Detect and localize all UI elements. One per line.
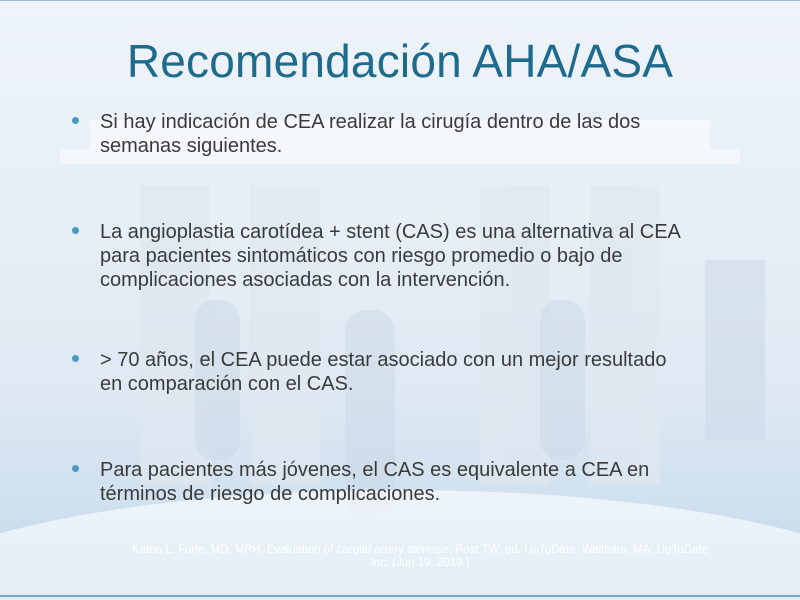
bullet-line: Para pacientes más jóvenes, el CAS es equivalente a CEA en [100,459,650,481]
bullet-line: para pacientes sintomáticos con riesgo promedio o bajo de [100,245,623,267]
bottom-border [0,595,800,597]
bullet-line: > 70 años, el CEA puede estar asociado con un mejor resultado [100,349,667,371]
bullet-dot-icon [72,465,79,472]
bullet-line: La angioplastia carotídea + stent (CAS) es una alternativa al CEA [100,221,681,243]
citation [80,544,760,570]
bullet-line: semanas siguientes. [100,135,283,157]
bullet-dot-icon [72,227,79,234]
bullet-item [100,220,770,292]
bullet-item [100,110,770,158]
citation-line: Katen L. Furie, MD, MPH. Evaluation of carotid artery stenosis. Post TW, ed. UpToDate. Waltham, MA: UpToDate [132,544,708,556]
bullet-dot-icon [72,117,79,124]
bullet-line: Si hay indicación de CEA realizar la cirugía dentro de las dos [100,111,641,133]
top-border [0,0,800,1]
slide-title: Recomendación AHA/ASA [126,35,674,87]
bullet-line: en comparación con el CAS. [100,373,354,395]
bullet-item [100,458,770,506]
bullet-dot-icon [72,355,79,362]
bullet-line: complicaciones asociadas con la intervención. [100,269,511,291]
bullet-item [100,348,770,396]
citation-line: Inc. (Jun 19, 2019.) [370,557,470,569]
bullet-line: términos de riesgo de complicaciones. [100,483,441,505]
